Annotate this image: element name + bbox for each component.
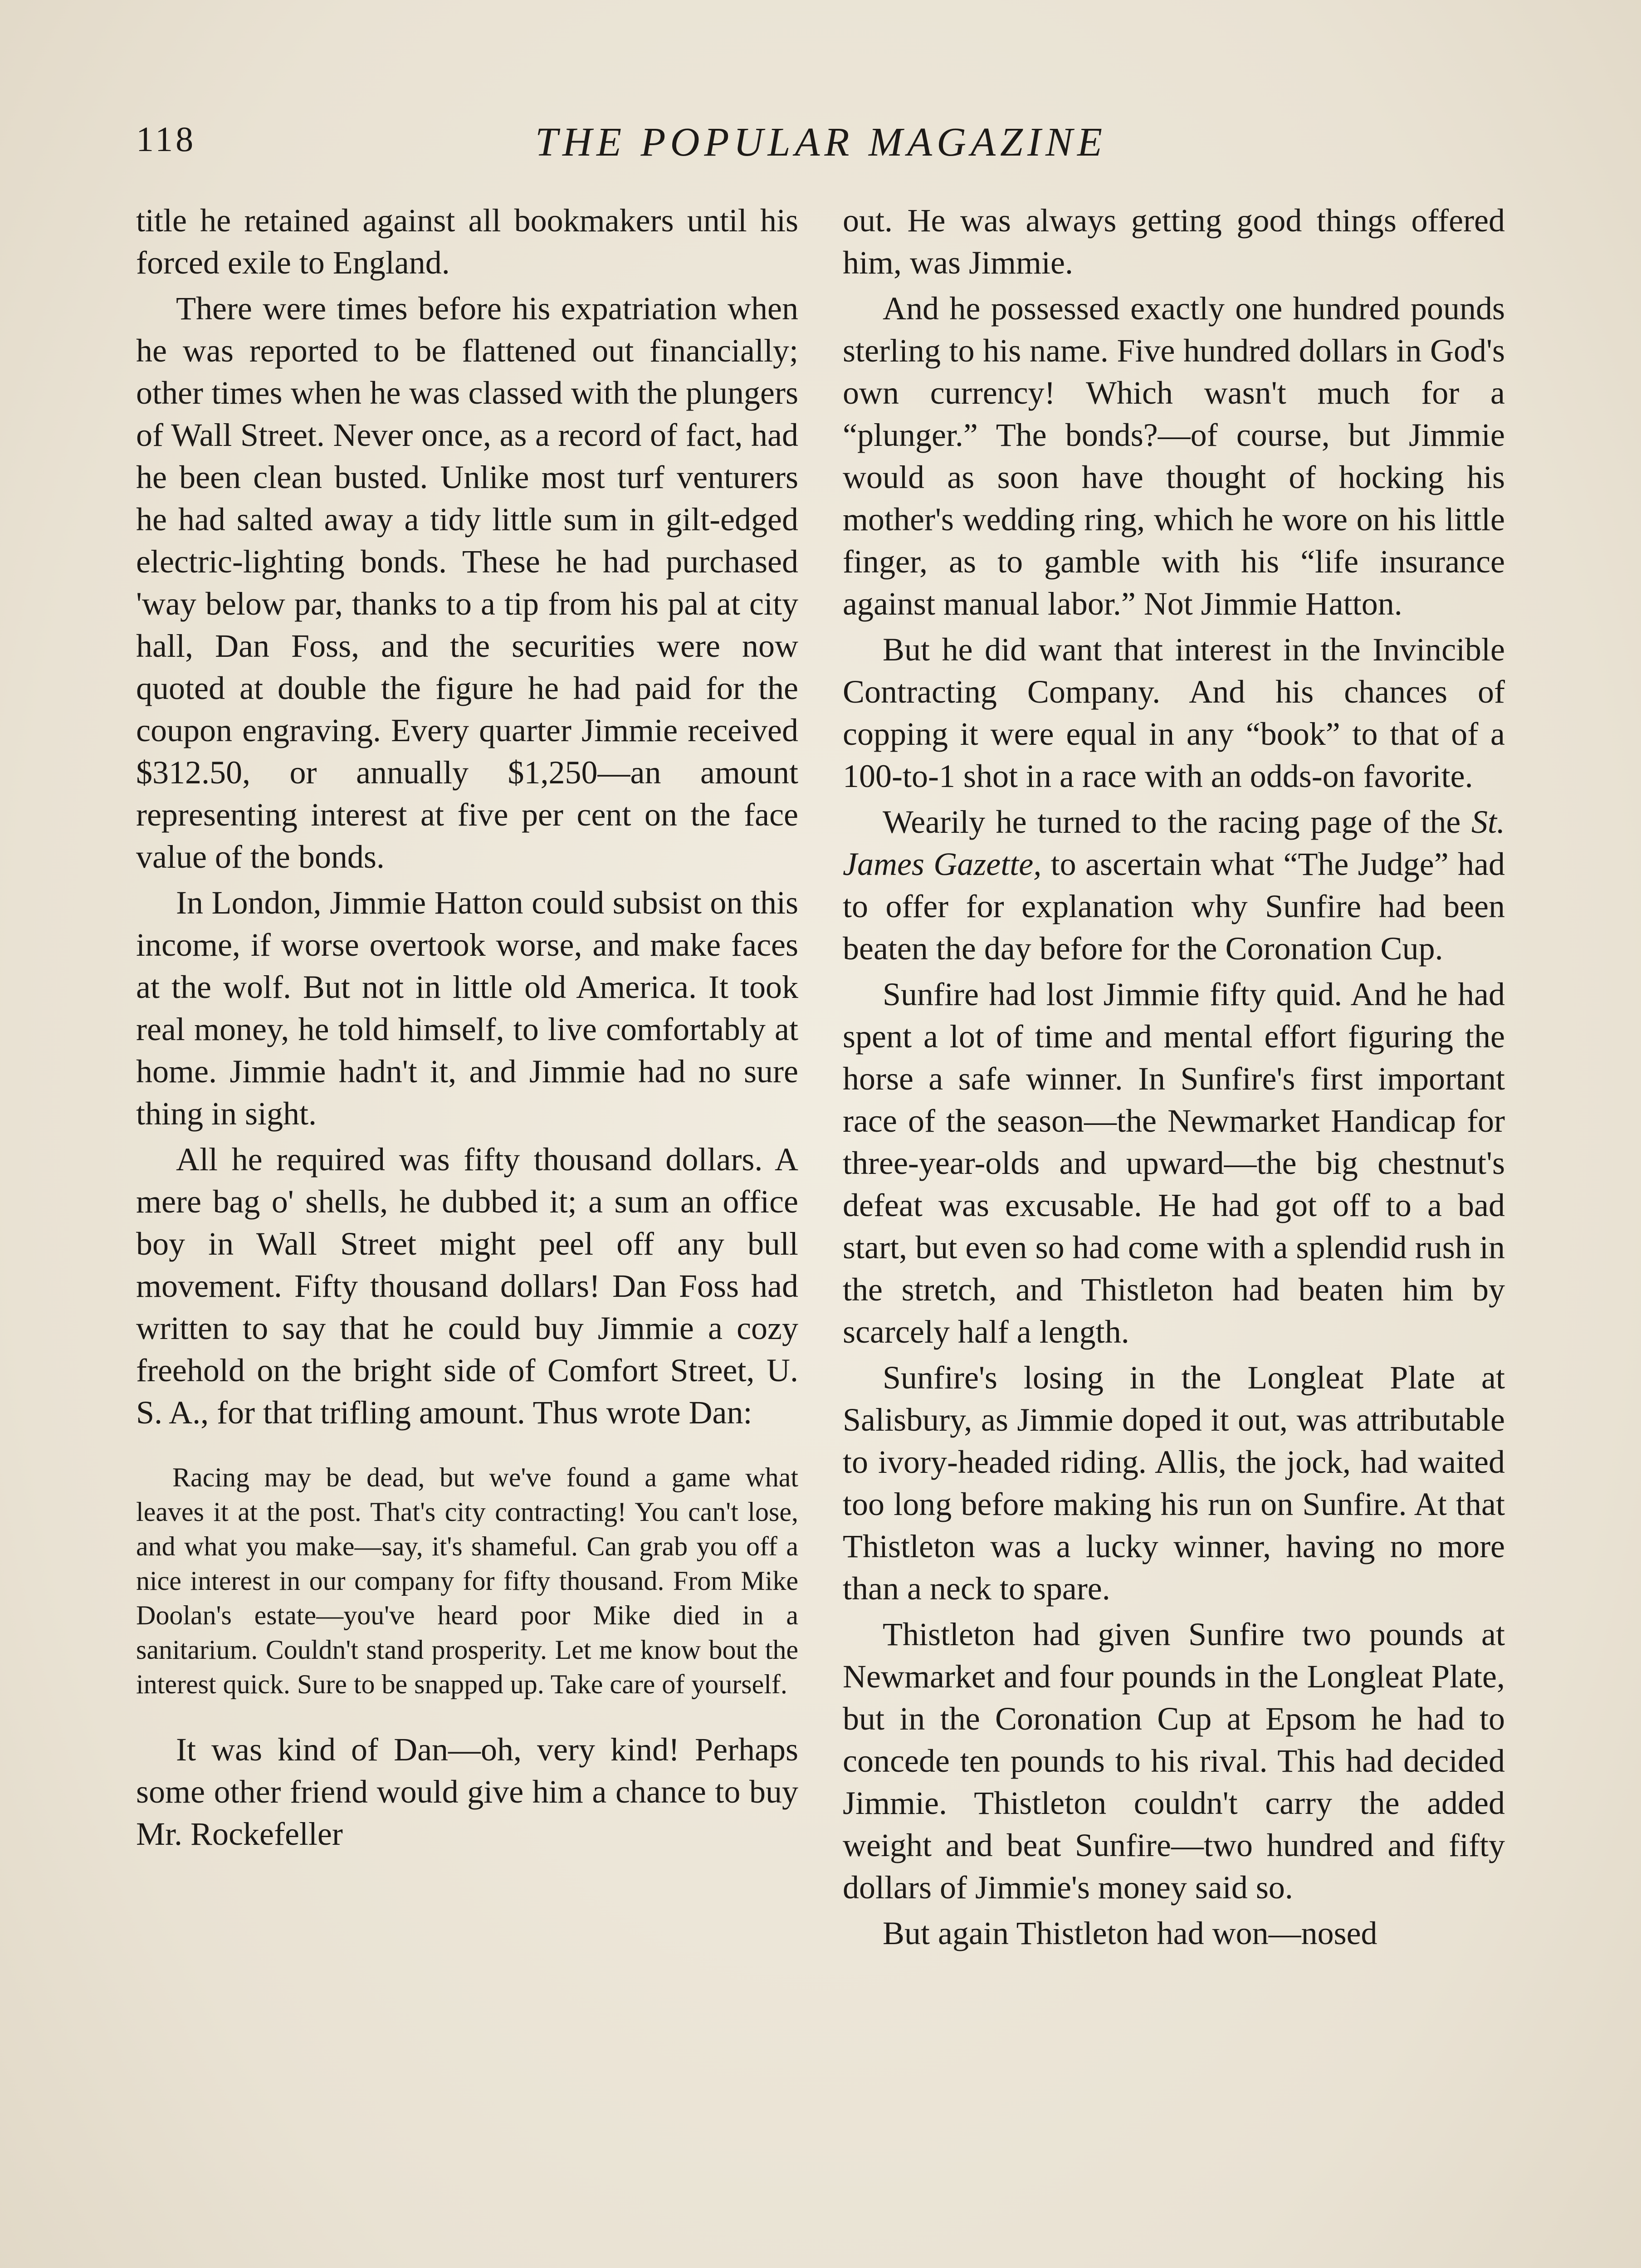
running-title: THE POPULAR MAGAZINE <box>535 120 1107 165</box>
paragraph: All he required was fifty thousand dollars. A mere bag o' shells, he dubbed it; a sum an office boy in Wall Street might peel off any bull movement. Fifty thousand dollars! Dan Foss had written to say that he could buy Jimmie a cozy freehold on the bright side of Comfort Street, U. S. A., for that trifling amount. Thus wrote Dan: <box>136 1141 798 1431</box>
paragraph: Sunfire's losing in the Longleat Plate at Salisbury, as Jimmie doped it out, was attributable to ivory-headed riding. Allis, the jock, had waited too long before making his run on Sunfire. At that Thistleton was a lucky winner, having no more than a neck to spare. <box>843 1359 1505 1607</box>
page-number: 118 <box>136 119 196 159</box>
paragraph-text: Wearily he turned to the racing page of the <box>883 804 1471 840</box>
paragraph: It was kind of Dan—oh, very kind! Perhaps some other friend would give him a chance to buy Mr. Rockefeller <box>136 1731 798 1852</box>
paragraph: Thistleton had given Sunfire two pounds at Newmarket and four pounds in the Longleat Plate, but in the Coronation Cup at Epsom he had to concede ten pounds to his rival. This had decided Jimmie. Thistleton couldn't carry the added weight and beat Sunfire—two hundred and fifty dollars of Jimmie's money said so. <box>843 1616 1505 1906</box>
paragraph: But he did want that interest in the Invincible Contracting Company. And his chances of copping it were equal in any “book” to that of a 100-to-1 shot in a race with an odds-on favorite. <box>843 631 1505 794</box>
newspaper-title: St. James Gazette, <box>843 804 1505 882</box>
paragraph: Sunfire had lost Jimmie fifty quid. And he had spent a lot of time and mental effort figuring the horse a safe winner. In Sunfire's first important race of the season—the Newmarket Handicap for three-year-olds and upward—the big chestnut's defeat was excusable. He had got off to a bad start, but even so had come with a splendid rush in the stretch, and Thistleton had beaten him by scarcely half a length. <box>843 976 1505 1350</box>
left-column <box>136 200 798 1859</box>
paragraph: There were times before his expatriation when he was reported to be flattened out financially; other times when he was classed with the plungers of Wall Street. Never once, as a record of fact, had he been clean busted. Unlike most turf venturers he had salted away a tidy little sum in gilt-edged electric-lighting bonds. These he had purchased 'way below par, thanks to a tip from his pal at city hall, Dan Foss, and the securities were now quoted at double the figure he had paid for the coupon engraving. Every quarter Jimmie received $312.50, or annually $1,250—an amount representing interest at five per cent on the face value of the bonds. <box>136 290 798 875</box>
paragraph: And he possessed exactly one hundred pounds sterling to his name. Five hundred dollars in God's own currency! Which wasn't much for a “plunger.” The bonds?—of course, but Jimmie would as soon have thought of hocking his mother's wedding ring, which he wore on his little finger, as to gamble with his “life insurance against manual labor.” Not Jimmie Hatton. <box>843 290 1505 622</box>
right-column <box>843 200 1505 1958</box>
paragraph-text: to ascertain what “The Judge” had to offer for explanation why Sunfire had been beaten the day before for the Coronation Cup. <box>843 846 1505 967</box>
page-header <box>136 119 1506 173</box>
paragraph: But again Thistleton had won—nosed <box>883 1915 1377 1951</box>
paragraph <box>843 801 1505 970</box>
quoted-letter: Racing may be dead, but we've found a game what leaves it at the post. That's city contracting! You can't lose, and what you make—say, it's shameful. Can grab you off a nice interest in our company for fifty thousand. From Mike Doolan's estate—you've heard poor Mike died in a sanitarium. Couldn't stand prosperity. Let me know bout the interest quick. Sure to be snapped up. Take care of yourself. <box>136 1462 798 1699</box>
paragraph: In London, Jimmie Hatton could subsist on this income, if worse overtook worse, and make faces at the wolf. But not in little old America. It took real money, he told himself, to live comfortably at home. Jimmie hadn't it, and Jimmie had no sure thing in sight. <box>136 885 798 1132</box>
paragraph: title he retained against all bookmakers until his forced exile to England. <box>136 202 798 281</box>
paragraph: out. He was always getting good things offered him, was Jimmie. <box>843 202 1505 281</box>
